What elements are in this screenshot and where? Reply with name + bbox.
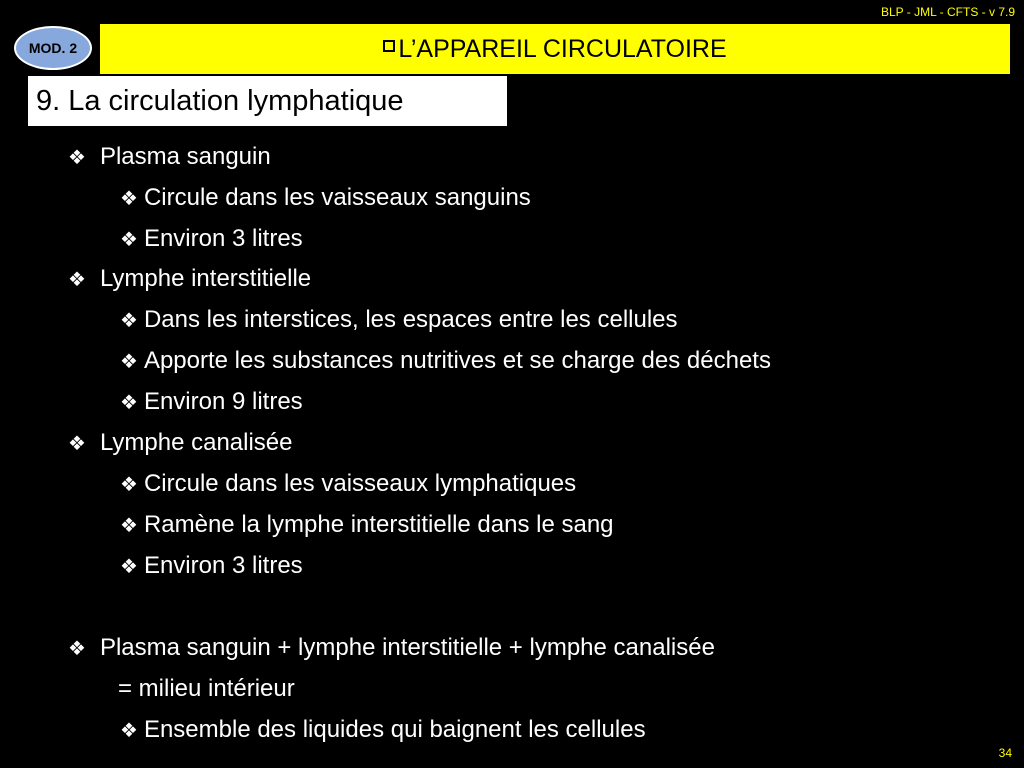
sub-bullet	[120, 387, 303, 418]
page-number: 34	[998, 746, 1012, 760]
slide-title: L’APPAREIL CIRCULATOIRE	[398, 34, 727, 63]
four-diamond-bullet-icon: ❖	[120, 720, 138, 742]
four-diamond-bullet-icon: ❖	[120, 515, 138, 537]
bullet-lymphe-interstitielle	[68, 264, 311, 295]
four-diamond-bullet-icon: ❖	[120, 229, 138, 251]
section-title: 9. La circulation lymphatique	[28, 76, 507, 126]
bullet-text: Plasma sanguin	[99, 143, 271, 170]
bullet-text: Lymphe canalisée	[99, 429, 293, 456]
sub-bullet	[120, 469, 576, 500]
sub-bullet	[120, 715, 646, 746]
four-diamond-bullet-icon: ❖	[68, 269, 86, 291]
sub-bullet	[120, 305, 678, 336]
four-diamond-bullet-icon: ❖	[120, 188, 138, 210]
bullet-text: Lymphe interstitielle	[99, 265, 312, 292]
four-diamond-bullet-icon: ❖	[120, 556, 138, 578]
sub-bullet-text: Dans les interstices, les espaces entre les cellules	[143, 306, 678, 333]
summary-continuation: = milieu intérieur	[118, 675, 295, 702]
four-diamond-bullet-icon: ❖	[68, 638, 86, 660]
four-diamond-bullet-icon: ❖	[120, 351, 138, 373]
title-bar	[100, 24, 1010, 74]
sub-bullet-text: Environ 3 litres	[143, 225, 303, 252]
sub-bullet	[120, 551, 303, 582]
sub-bullet-text: Apporte les substances nutritives et se charge des déchets	[143, 347, 771, 374]
four-diamond-bullet-icon: ❖	[68, 433, 86, 455]
checkbox-square-icon	[383, 40, 395, 52]
sub-bullet-text: Environ 3 litres	[143, 552, 303, 579]
four-diamond-bullet-icon: ❖	[120, 474, 138, 496]
sub-bullet-text: Ensemble des liquides qui baignent les cellules	[143, 716, 646, 743]
sub-bullet	[120, 183, 531, 214]
module-badge: MOD. 2	[14, 26, 92, 70]
sub-bullet	[120, 346, 771, 377]
sub-bullet	[120, 224, 303, 255]
bullet-summary	[68, 633, 715, 664]
sub-bullet-text: Ramène la lymphe interstitielle dans le sang	[143, 511, 614, 538]
sub-bullet-text: Environ 9 litres	[143, 388, 303, 415]
four-diamond-bullet-icon: ❖	[68, 147, 86, 169]
four-diamond-bullet-icon: ❖	[120, 310, 138, 332]
bullet-lymphe-canalisee	[68, 428, 293, 459]
bullet-text: Plasma sanguin + lymphe interstitielle + lymphe canalisée	[99, 634, 715, 661]
sub-bullet-text: Circule dans les vaisseaux lymphatiques	[143, 470, 577, 497]
sub-bullet-text: Circule dans les vaisseaux sanguins	[143, 184, 531, 211]
four-diamond-bullet-icon: ❖	[120, 392, 138, 414]
sub-bullet	[120, 510, 614, 541]
bullet-plasma-sanguin	[68, 142, 271, 173]
version-label: BLP - JML - CFTS - v 7.9	[880, 5, 1015, 19]
